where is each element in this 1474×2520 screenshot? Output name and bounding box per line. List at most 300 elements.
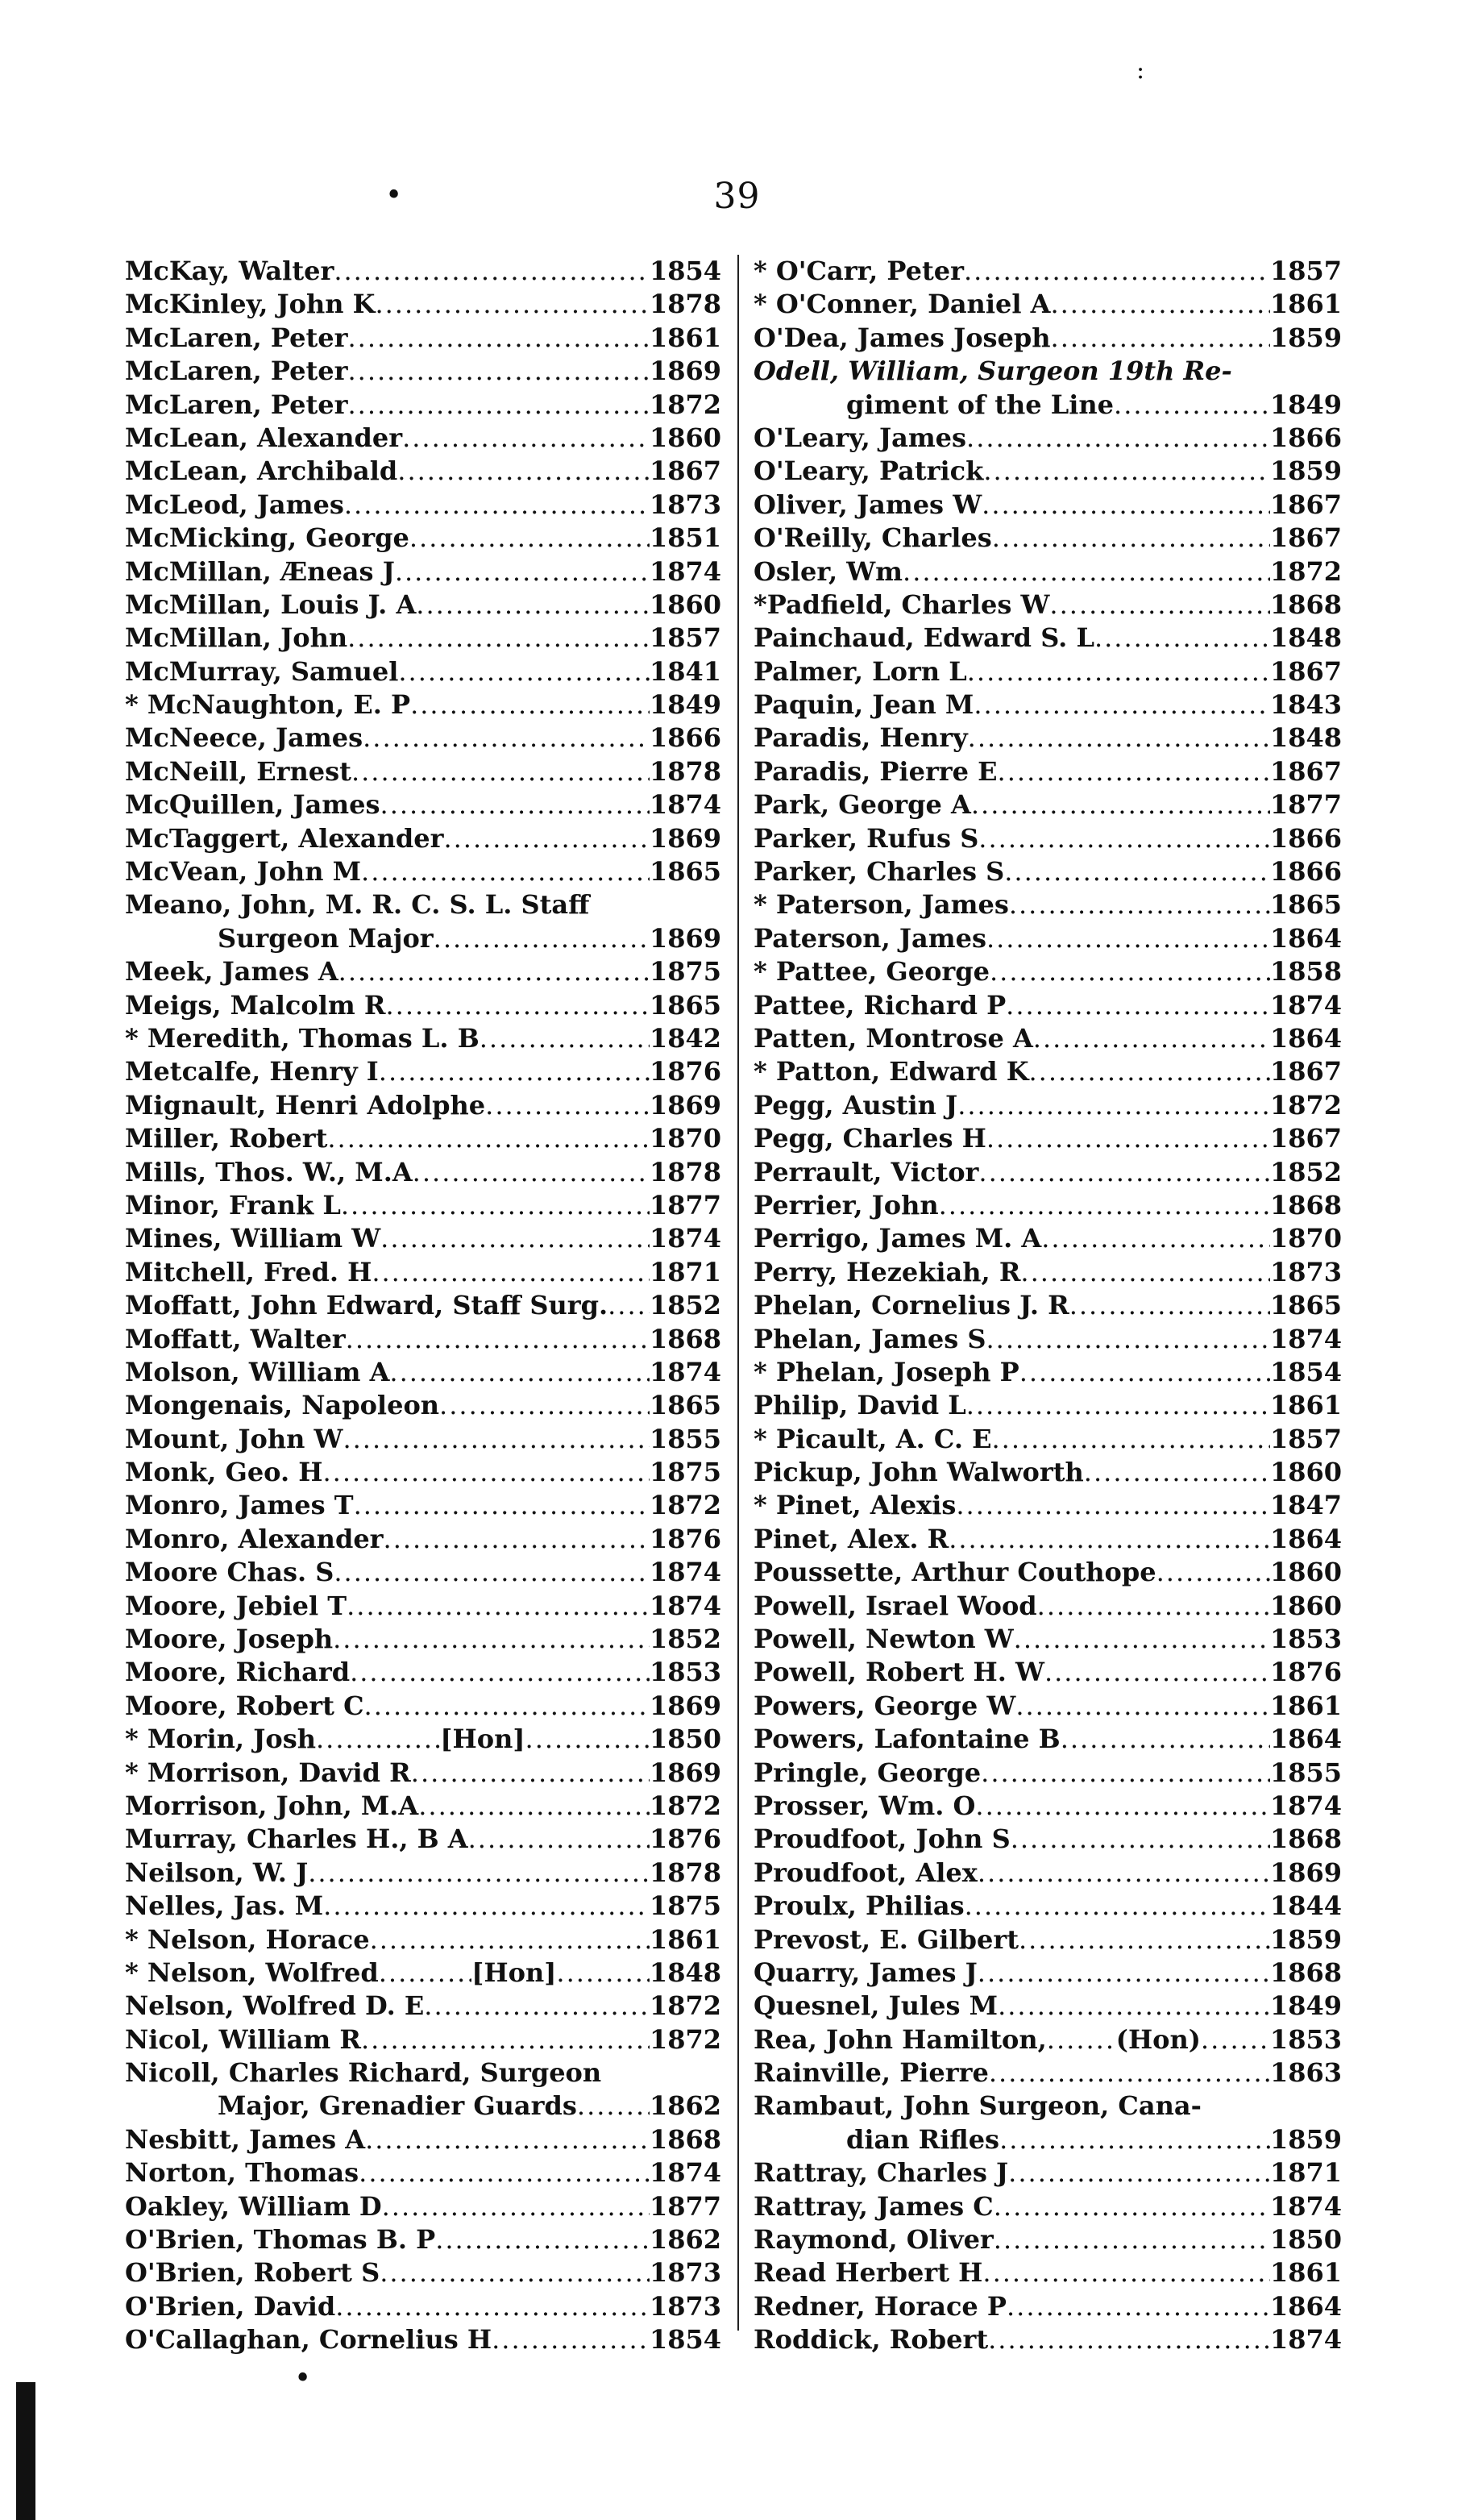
- leader-dots: [1094, 622, 1270, 655]
- leader-dots: [1019, 1356, 1270, 1389]
- entry-year: 1850: [649, 1724, 721, 1755]
- leader-dots: [998, 755, 1270, 788]
- directory-entry: [125, 1389, 721, 1422]
- leader-dots: [986, 1122, 1270, 1155]
- entry-year: 1864: [1269, 1523, 1342, 1554]
- entry-name: O'Leary, Patrick: [754, 455, 984, 487]
- directory-entry: [754, 1456, 1342, 1489]
- entry-name: McMurray, Samuel: [125, 655, 399, 687]
- leader-dots: [402, 422, 650, 455]
- entry-name: Rattray, Charles J: [754, 2157, 1009, 2189]
- directory-entry: [754, 788, 1342, 821]
- entry-note: [Hon]: [471, 1957, 557, 1988]
- entry-year: 1864: [1269, 1022, 1342, 1054]
- entry-year: 1847: [1269, 1490, 1342, 1521]
- entry-name: Mignault, Henri Adolphe: [125, 1089, 486, 1121]
- leader-dots: [365, 2123, 650, 2156]
- leader-dots: [1007, 2290, 1270, 2323]
- entry-name: Palmer, Lorn L: [754, 655, 967, 687]
- leader-dots: [341, 1189, 650, 1222]
- leader-dots: [964, 255, 1270, 288]
- leader-dots: [379, 1957, 472, 1990]
- directory-entry: [754, 1957, 1342, 1990]
- leader-dots: [323, 1890, 650, 1923]
- directory-entry: [125, 1256, 721, 1289]
- directory-entry: [754, 389, 1342, 422]
- leader-dots: [316, 1723, 440, 1756]
- entry-year: 1857: [1269, 256, 1342, 286]
- entry-name: Parker, Rufus S: [754, 822, 979, 854]
- directory-entry: [125, 389, 721, 422]
- entry-name: Phelan, James S: [754, 1323, 986, 1354]
- entry-year: 1869: [649, 1757, 721, 1788]
- leader-dots: [443, 822, 650, 855]
- directory-entry: [754, 1356, 1342, 1389]
- entry-year: 1848: [1269, 722, 1342, 754]
- directory-entry: [754, 2290, 1342, 2323]
- entry-year: 1859: [1269, 1923, 1342, 1955]
- directory-entry: [754, 755, 1342, 788]
- directory-entry: [754, 1623, 1342, 1656]
- directory-entry: [125, 1823, 721, 1856]
- leader-dots: [1008, 2156, 1270, 2189]
- directory-entry: [125, 455, 721, 488]
- directory-entry: [754, 1757, 1342, 1790]
- directory-entry: [125, 1289, 721, 1322]
- leader-dots: [1037, 1590, 1270, 1623]
- directory-entry: [125, 1055, 721, 1088]
- entry-year: 1869: [649, 922, 721, 954]
- directory-entry: [125, 2023, 721, 2056]
- entry-name: Oakley, William D: [125, 2190, 382, 2222]
- entry-year: 1874: [649, 1590, 721, 1621]
- entry-name: Rainville, Pierre: [754, 2057, 989, 2089]
- directory-entry: [125, 922, 721, 955]
- entry-year: 1877: [649, 1189, 721, 1220]
- entry-name: O'Leary, James: [754, 422, 967, 453]
- leader-dots: [410, 688, 650, 721]
- entry-year: 1878: [649, 1857, 721, 1888]
- entry-year: 1867: [1269, 655, 1342, 687]
- directory-entry: [754, 2090, 1342, 2123]
- leader-dots: [480, 1022, 650, 1055]
- entry-name: Norton, Thomas: [125, 2157, 359, 2189]
- entry-year: 1867: [1269, 522, 1342, 554]
- directory-entry: [754, 1590, 1342, 1623]
- directory-entry: [125, 721, 721, 755]
- entry-name: *Padfield, Charles W: [754, 588, 1050, 620]
- directory-entry: [754, 2156, 1342, 2189]
- entry-name: Powell, Newton W: [754, 1624, 1014, 1655]
- entry-name: dian Rifles: [846, 2123, 1000, 2155]
- stray-dot-mark: •: [294, 2362, 312, 2395]
- entry-name: * Pattee, George: [754, 956, 990, 988]
- entry-name: * O'Carr, Peter: [754, 256, 964, 286]
- directory-entry: [125, 1323, 721, 1356]
- leader-dots: [379, 1055, 650, 1088]
- entry-name: Phelan, Cornelius J. R: [754, 1290, 1069, 1321]
- entry-name: Powell, Israel Wood: [754, 1590, 1037, 1621]
- entry-year: 1865: [649, 1390, 721, 1421]
- entry-name: * Meredith, Thomas L. B: [125, 1022, 480, 1054]
- entry-year: 1876: [649, 1056, 721, 1087]
- entry-year: 1872: [649, 1790, 721, 1821]
- entry-year: 1854: [1269, 1356, 1342, 1387]
- leader-dots: [1069, 1289, 1270, 1322]
- directory-entry: [125, 1222, 721, 1255]
- entry-year: 1864: [1269, 2290, 1342, 2322]
- leader-dots: [986, 1323, 1269, 1356]
- leader-dots: [1114, 389, 1270, 422]
- directory-entry: [754, 2256, 1342, 2289]
- leader-dots: [978, 1857, 1270, 1890]
- leader-dots: [949, 1523, 1270, 1556]
- entry-year: 1876: [649, 1523, 721, 1554]
- entry-name: giment of the Line: [846, 389, 1115, 420]
- directory-entry: [125, 1523, 721, 1556]
- directory-entry: [754, 1489, 1342, 1522]
- leader-dots: [978, 1156, 1270, 1189]
- entry-name: * Picault, A. C. E: [754, 1423, 992, 1454]
- entry-name: O'Brien, David: [125, 2290, 336, 2322]
- entry-name: Nesbitt, James A: [125, 2123, 366, 2155]
- leader-dots: [424, 1990, 650, 2023]
- entry-name: O'Brien, Robert S: [125, 2257, 380, 2289]
- leader-dots: [1051, 322, 1270, 355]
- leader-dots: [370, 1923, 650, 1957]
- entry-year: 1859: [1269, 2123, 1342, 2155]
- entry-name: * Paterson, James: [754, 889, 1009, 921]
- leader-dots: [1020, 1256, 1270, 1289]
- leader-dots: [1061, 1723, 1270, 1756]
- entry-year: 1849: [1269, 1990, 1342, 2022]
- entry-year: 1869: [649, 1690, 721, 1721]
- leader-dots: [981, 1757, 1270, 1790]
- directory-entry: [754, 2223, 1342, 2256]
- leader-dots: [967, 655, 1270, 688]
- directory-entry: [125, 1957, 721, 1990]
- entry-name: * Morrison, David R: [125, 1757, 411, 1788]
- directory-entry: [754, 1323, 1342, 1356]
- leader-dots: [903, 555, 1270, 588]
- entry-year: 1876: [1269, 1657, 1342, 1688]
- entry-name: Pegg, Austin J: [754, 1089, 958, 1121]
- entry-year: 1867: [1269, 1056, 1342, 1087]
- leader-dots: [994, 2223, 1270, 2256]
- entry-name: Moore, Robert C: [125, 1690, 364, 1721]
- leader-dots: [338, 955, 650, 988]
- directory-entry: [125, 822, 721, 855]
- leader-dots: [380, 788, 650, 821]
- entry-name: Powers, George W: [754, 1690, 1016, 1721]
- entry-note: [Hon]: [440, 1724, 525, 1755]
- directory-entry: [125, 489, 721, 522]
- directory-entry: [125, 1890, 721, 1923]
- entry-year: 1841: [649, 655, 721, 687]
- directory-entry: [125, 1156, 721, 1189]
- entry-name: Poussette, Arthur Couthope: [754, 1557, 1156, 1588]
- entry-name: Moore, Joseph: [125, 1624, 334, 1655]
- entry-name: Monro, James T: [125, 1490, 354, 1521]
- entry-year: 1878: [649, 755, 721, 787]
- entry-name: Pringle, George: [754, 1757, 982, 1788]
- directory-entry: [754, 1790, 1342, 1823]
- leader-dots: [334, 255, 650, 288]
- entry-name: Pinet, Alex. R: [754, 1523, 949, 1554]
- right-column: [754, 255, 1342, 2357]
- directory-entry: [754, 255, 1342, 288]
- leader-dots: [334, 1556, 650, 1589]
- entry-year: 1867: [1269, 755, 1342, 787]
- entry-year: 1849: [649, 689, 721, 721]
- entry-name: Perrier, John: [754, 1189, 939, 1220]
- directory-entry: [754, 1556, 1342, 1589]
- entry-name: Mitchell, Fred. H: [125, 1256, 372, 1287]
- page-edge-mark: [16, 2382, 35, 2520]
- directory-entry: [754, 1222, 1342, 1255]
- entry-name: McVean, John M: [125, 856, 362, 888]
- entry-name: Mills, Thos. W., M.A: [125, 1156, 413, 1187]
- leader-dots: [1041, 1222, 1270, 1255]
- directory-entry: [125, 2090, 721, 2123]
- directory-entry: [754, 355, 1342, 388]
- leader-dots: [439, 1389, 650, 1422]
- entry-name: Raymond, Oliver: [754, 2224, 994, 2256]
- leader-dots: [397, 455, 650, 488]
- leader-dots: [999, 2123, 1270, 2156]
- entry-year: 1855: [649, 1423, 721, 1454]
- entry-year: 1874: [649, 1356, 721, 1387]
- directory-entry: [125, 2256, 721, 2289]
- directory-entry: [125, 522, 721, 555]
- leader-dots: [939, 1189, 1270, 1222]
- leader-dots: [347, 322, 649, 355]
- entry-year: 1865: [649, 856, 721, 888]
- entry-name: Moore Chas. S: [125, 1557, 334, 1588]
- directory-entry: [754, 1289, 1342, 1322]
- entry-name: Morrison, John, M.A: [125, 1790, 419, 1821]
- entry-year: 1874: [1269, 1790, 1342, 1821]
- directory-entry: [754, 855, 1342, 888]
- leader-dots: [409, 522, 650, 555]
- entry-year: 1860: [649, 588, 721, 620]
- directory-entry: [754, 1990, 1342, 2023]
- left-column: [125, 255, 721, 2357]
- entry-name: Rattray, James C: [754, 2190, 994, 2222]
- leader-dots: [380, 1222, 650, 1255]
- directory-entry: [125, 1623, 721, 1656]
- leader-dots: [347, 389, 649, 422]
- stray-dot-mark: •: [385, 179, 403, 212]
- entry-year: 1869: [1269, 1857, 1342, 1888]
- leader-dots: [992, 522, 1270, 555]
- entry-note: (Hon): [1115, 2023, 1201, 2055]
- entry-year: 1860: [1269, 1457, 1342, 1488]
- leader-dots: [333, 1623, 650, 1656]
- entry-name: * Morin, Josh: [125, 1724, 316, 1755]
- directory-entry: [125, 1723, 721, 1756]
- directory-entry: [125, 1857, 721, 1890]
- leader-dots: [435, 2223, 650, 2256]
- page-number: 39: [713, 176, 761, 217]
- entry-name: McLeod, James: [125, 489, 344, 520]
- entry-year: 1877: [1269, 789, 1342, 821]
- directory-entry: [125, 1690, 721, 1723]
- leader-dots: [990, 955, 1270, 988]
- entry-year: 1875: [649, 1890, 721, 1922]
- leader-dots: [485, 1089, 650, 1122]
- entry-name: Meano, John, M. R. C. S. L. Staff: [125, 889, 590, 921]
- directory-entry: [125, 955, 721, 988]
- leader-dots: [395, 555, 650, 588]
- entry-name: Park, George A: [754, 789, 971, 821]
- entry-name: Powell, Robert H. W: [754, 1657, 1044, 1688]
- leader-dots: [347, 1590, 650, 1623]
- entry-name: Prevost, E. Gilbert: [754, 1923, 1019, 1955]
- entry-year: 1868: [1269, 1823, 1342, 1855]
- entry-year: 1868: [1269, 1957, 1342, 1988]
- entry-name: Monro, Alexander: [125, 1523, 384, 1554]
- directory-entry: [754, 322, 1342, 355]
- leader-dots: [975, 1790, 1270, 1823]
- directory-entry: [754, 2056, 1342, 2090]
- entry-name: Mines, William W: [125, 1223, 381, 1254]
- entry-year: 1861: [1269, 1690, 1342, 1721]
- entry-year: 1874: [649, 2157, 721, 2189]
- leader-dots: [346, 1323, 650, 1356]
- directory-entry: [754, 1656, 1342, 1689]
- leader-dots: [354, 1489, 650, 1522]
- entry-year: 1861: [1269, 289, 1342, 320]
- entry-year: 1849: [1269, 389, 1342, 420]
- entry-name: Parker, Charles S: [754, 856, 1005, 888]
- leader-dots: [1050, 288, 1269, 321]
- entry-year: 1877: [649, 2190, 721, 2222]
- directory-entry: [125, 588, 721, 622]
- entry-year: 1861: [649, 322, 721, 353]
- entry-name: McMillan, Æneas J: [125, 555, 395, 587]
- entry-name: McLean, Archibald: [125, 455, 398, 487]
- directory-entry: [754, 1890, 1342, 1923]
- directory-entry: [125, 1189, 721, 1222]
- entry-name: Perry, Hezekiah, R: [754, 1256, 1021, 1287]
- entry-year: 1851: [649, 522, 721, 554]
- leader-dots: [359, 2156, 650, 2189]
- entry-name: Minor, Frank L: [125, 1189, 341, 1220]
- entry-name: * McNaughton, E. P: [125, 689, 411, 721]
- leader-dots: [382, 2190, 650, 2223]
- directory-entry: [125, 422, 721, 455]
- directory-entry: [125, 2056, 721, 2090]
- entry-year: 1874: [1269, 1323, 1342, 1354]
- leader-dots: [1006, 989, 1270, 1022]
- entry-year: 1861: [1269, 2257, 1342, 2289]
- directory-entry: [125, 2190, 721, 2223]
- entry-year: 1853: [1269, 1624, 1342, 1655]
- leader-dots: [1015, 1690, 1270, 1723]
- directory-entry: [754, 721, 1342, 755]
- directory-entry: [754, 522, 1342, 555]
- entry-year: 1848: [1269, 622, 1342, 654]
- directory-entry: [125, 1356, 721, 1389]
- entry-year: 1859: [1269, 455, 1342, 487]
- entry-name: Neilson, W. J: [125, 1857, 309, 1888]
- leader-dots: [361, 2023, 650, 2056]
- entry-year: 1842: [649, 1022, 721, 1054]
- directory-entry: [125, 1990, 721, 2023]
- directory-entry: [125, 755, 721, 788]
- leader-dots: [1201, 2023, 1270, 2056]
- entry-name: * Nelson, Wolfred: [125, 1957, 379, 1988]
- entry-year: 1867: [1269, 1123, 1342, 1154]
- entry-name: Nicoll, Charles Richard, Surgeon: [125, 2057, 602, 2089]
- directory-entry: [754, 1523, 1342, 1556]
- entry-name: Paradis, Pierre E: [754, 755, 998, 787]
- entry-year: 1861: [649, 1923, 721, 1955]
- leader-dots: [380, 2256, 650, 2289]
- entry-year: 1872: [649, 1990, 721, 2022]
- leader-dots: [577, 2090, 650, 2123]
- entry-name: * O'Conner, Daniel A: [754, 289, 1051, 320]
- directory-entry: [754, 1256, 1342, 1289]
- directory-entry: [125, 1489, 721, 1522]
- entry-year: 1869: [649, 822, 721, 854]
- entry-year: 1871: [649, 1256, 721, 1287]
- entry-year: 1868: [649, 2123, 721, 2155]
- directory-entry: [125, 555, 721, 588]
- directory-entry: [754, 989, 1342, 1022]
- leader-dots: [966, 1389, 1270, 1422]
- directory-entry: [125, 855, 721, 888]
- entry-year: 1860: [649, 422, 721, 453]
- directory-entry: [125, 655, 721, 688]
- directory-entry: [754, 955, 1342, 988]
- entry-year: 1860: [1269, 1590, 1342, 1621]
- entry-name: Paquin, Jean M: [754, 689, 974, 721]
- entry-year: 1869: [649, 356, 721, 387]
- directory-entry: [125, 288, 721, 321]
- leader-dots: [344, 489, 650, 522]
- entry-year: 1862: [649, 2090, 721, 2122]
- entry-name: McTaggert, Alexander: [125, 822, 444, 854]
- leader-dots: [965, 1890, 1270, 1923]
- entry-year: 1848: [649, 1957, 721, 1988]
- entry-year: 1868: [1269, 1189, 1342, 1220]
- entry-year: 1854: [649, 2324, 721, 2356]
- leader-dots: [994, 2190, 1270, 2223]
- entry-name: Moore, Jebiel T: [125, 1590, 347, 1621]
- directory-entry: [125, 1556, 721, 1589]
- entry-name: Powers, Lafontaine B: [754, 1724, 1061, 1755]
- entry-year: 1866: [1269, 856, 1342, 888]
- leader-dots: [351, 755, 650, 788]
- directory-entry: [754, 1389, 1342, 1422]
- entry-year: 1874: [1269, 2324, 1342, 2356]
- entry-year: 1864: [1269, 1724, 1342, 1755]
- entry-name: Paradis, Henry: [754, 722, 968, 754]
- leader-dots: [347, 622, 650, 655]
- entry-year: 1874: [649, 555, 721, 587]
- entry-name: McNeece, James: [125, 722, 363, 754]
- entry-name: Moffatt, John Edward, Staff Surg.: [125, 1290, 608, 1321]
- entry-year: 1853: [1269, 2023, 1342, 2055]
- entry-name: O'Dea, James Joseph: [754, 322, 1051, 353]
- entry-year: 1860: [1269, 1557, 1342, 1588]
- leader-dots: [1047, 2023, 1116, 2056]
- leader-dots: [974, 688, 1270, 721]
- entry-year: 1864: [1269, 922, 1342, 954]
- entry-name: Perrault, Victor: [754, 1156, 979, 1187]
